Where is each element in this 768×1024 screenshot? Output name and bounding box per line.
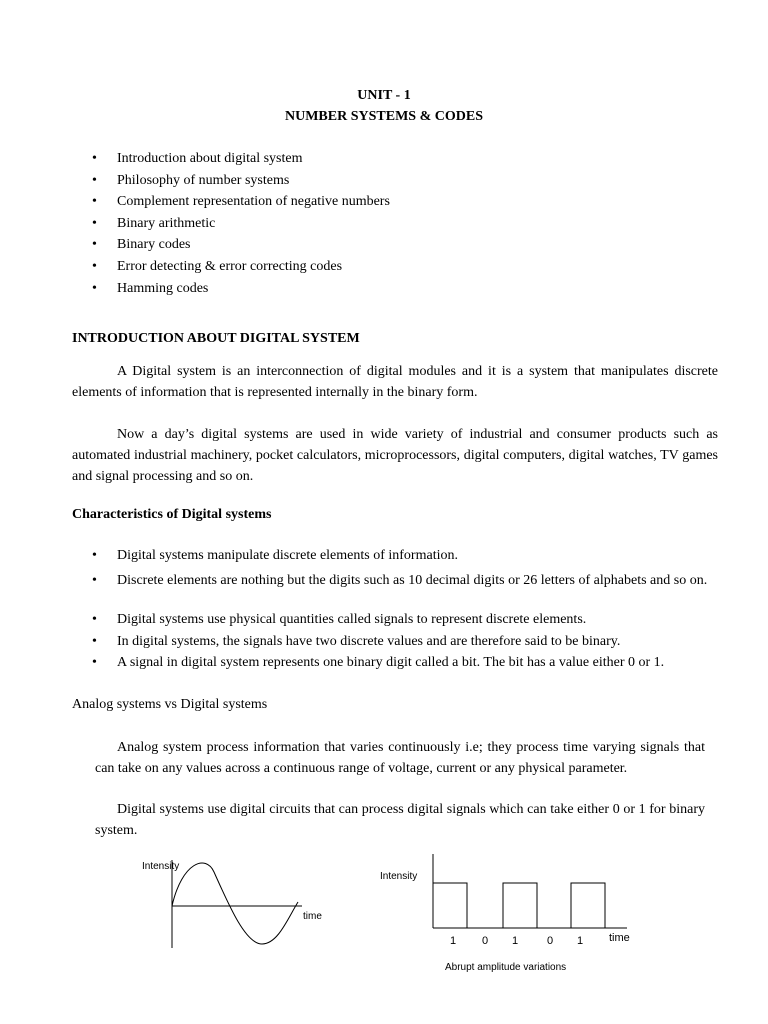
- y-axis-label: Intensity: [380, 871, 418, 882]
- list-item: • Digital systems use physical quantities called signals to represent discrete elements.: [92, 612, 720, 628]
- bit-label: 0: [482, 935, 489, 947]
- list-item: • A signal in digital system represents one binary digit called a bit. The bit has a value either 0 or 1.: [92, 655, 720, 671]
- list-item: • Hamming codes: [92, 281, 208, 297]
- sine-wave: [172, 863, 298, 944]
- bit-label: 1: [512, 935, 519, 947]
- analog-paragraph: Analog system process information that varies continuously i.e; they process time varying signals that can take on any values across a continuous range of voltage, current or any physical parameter.: [95, 740, 705, 776]
- x-axis-label: time: [609, 932, 630, 944]
- list-item: • Digital systems manipulate discrete elements of information.: [92, 548, 720, 564]
- list-item: • Binary codes: [92, 237, 190, 253]
- list-item: • Philosophy of number systems: [92, 173, 289, 189]
- square-wave: [433, 883, 605, 928]
- unit-title: NUMBER SYSTEMS & CODES: [285, 109, 483, 124]
- bit-label: 1: [450, 935, 457, 947]
- analog-signal-figure: [130, 852, 330, 952]
- list-item: • Complement representation of negative numbers: [92, 194, 390, 210]
- digital-signal-figure: [375, 852, 645, 977]
- x-axis-label: time: [303, 911, 322, 922]
- list-item: • Error detecting & error correcting codes: [92, 259, 342, 275]
- list-item: • In digital systems, the signals have two discrete values and are therefore said to be binary.: [92, 634, 720, 650]
- figure-caption: Abrupt amplitude variations: [445, 962, 567, 973]
- bit-label: 0: [547, 935, 554, 947]
- list-item: • Introduction about digital system: [92, 151, 302, 167]
- intro-paragraph-2: Now a day’s digital systems are used in wide variety of industrial and consumer products such as automated industrial machinery, pocket calculators, microprocessors, digital computers, digital watches, TV games and signal processing and so on.: [72, 427, 718, 484]
- y-axis-label: Intensity: [142, 861, 180, 872]
- intro-paragraph-1: A Digital system is an interconnection of digital modules and it is a system that manipulates discrete elements of information that is represented internally in the binary form.: [72, 364, 718, 400]
- section-heading-intro: INTRODUCTION ABOUT DIGITAL SYSTEM: [72, 331, 360, 346]
- list-item: • Binary arithmetic: [92, 216, 215, 232]
- unit-number: UNIT - 1: [357, 88, 411, 103]
- digital-paragraph: Digital systems use digital circuits that can process digital signals which can take either 0 or 1 for binary system.: [95, 802, 705, 838]
- bit-label: 1: [577, 935, 584, 947]
- section-heading-characteristics: Characteristics of Digital systems: [72, 507, 272, 522]
- list-item: • Discrete elements are nothing but the digits such as 10 decimal digits or 26 letters of alphabets and so on.: [92, 570, 720, 591]
- section-heading-analog: Analog systems vs Digital systems: [72, 697, 268, 712]
